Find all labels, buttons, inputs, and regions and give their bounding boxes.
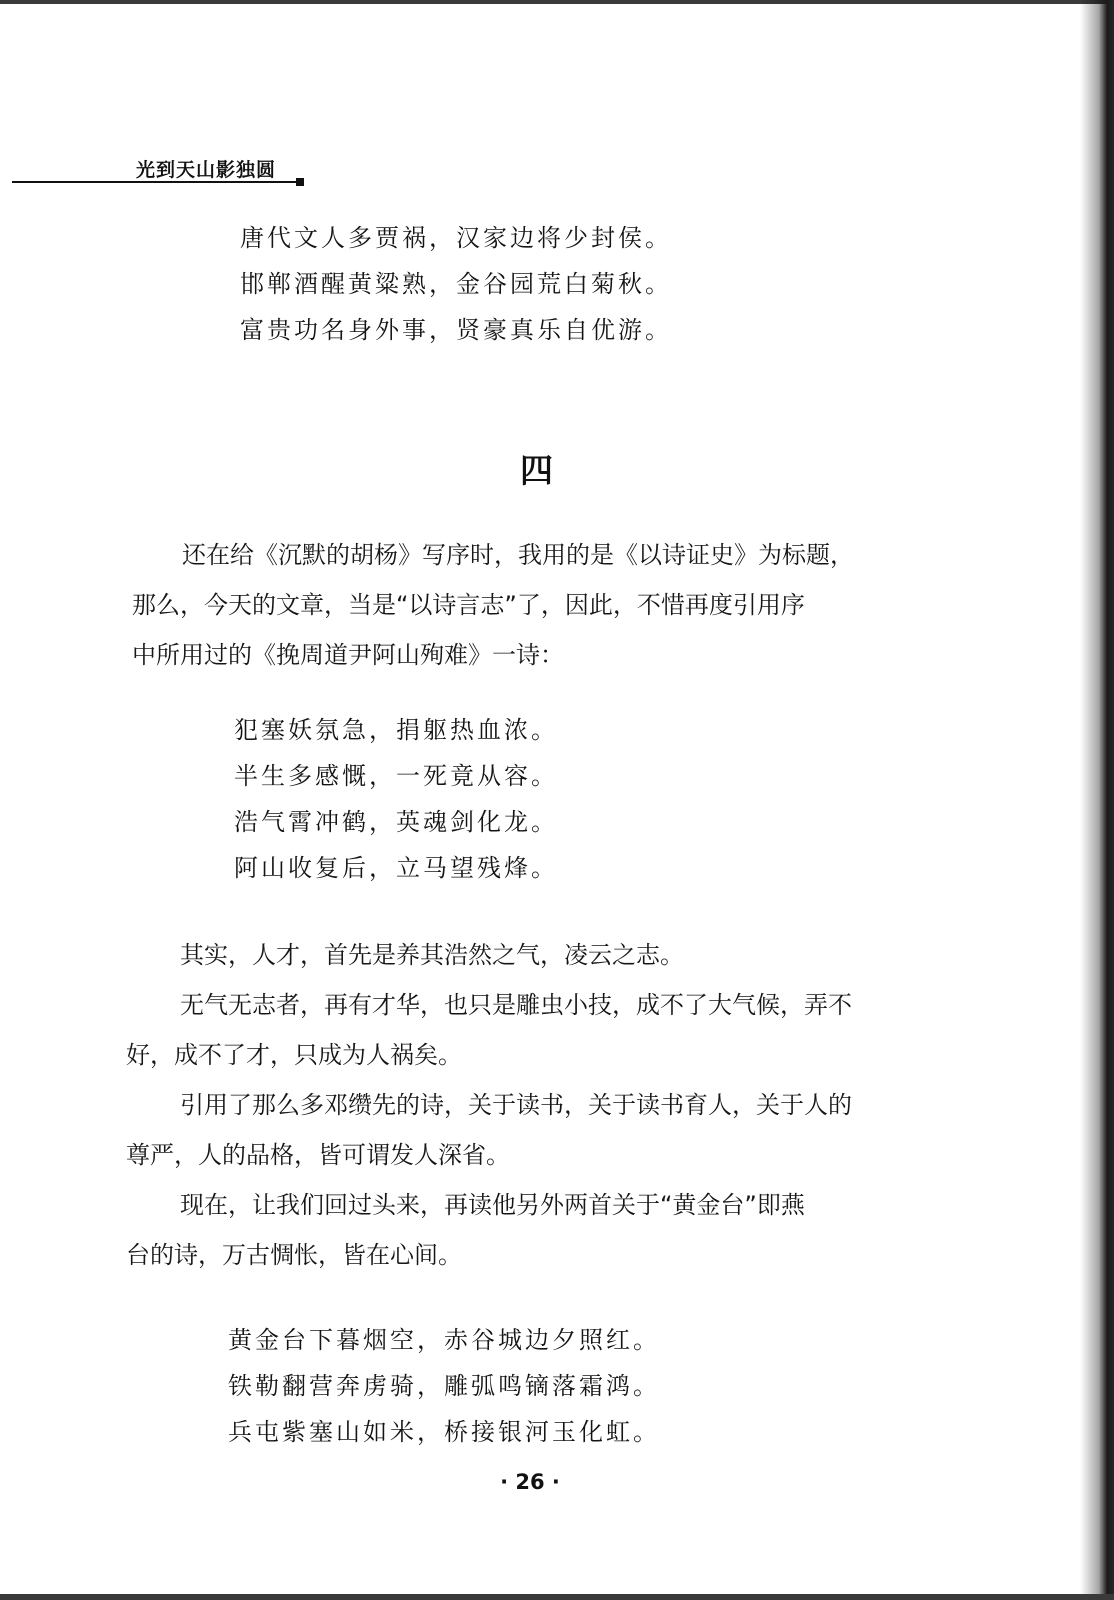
poem-line: 黄金台下暮烟空，赤谷城边夕照红。 — [228, 1326, 660, 1354]
paragraph-line: 其实，人才，首先是养其浩然之气，凌云之志。 — [180, 941, 684, 969]
paragraph-line: 好，成不了才，只成为人祸矣。 — [126, 1041, 462, 1069]
poem-line: 唐代文人多贾祸，汉家边将少封侯。 — [240, 224, 672, 252]
paragraph-line: 中所用过的《挽周道尹阿山殉难》一诗： — [132, 641, 564, 669]
scan-bottom-edge — [0, 1594, 1114, 1600]
paragraph-line: 引用了那么多邓缵先的诗，关于读书，关于读书育人，关于人的 — [180, 1091, 852, 1119]
paragraph-line: 那么，今天的文章，当是“以诗言志”了，因此，不惜再度引用序 — [132, 591, 805, 619]
poem-line: 富贵功名身外事，贤豪真乐自优游。 — [240, 316, 672, 344]
paragraph-line: 还在给《沉默的胡杨》写序时，我用的是《以诗证史》为标题， — [182, 541, 854, 569]
poem-line: 铁勒翻营奔虏骑，雕弧鸣镝落霜鸿。 — [228, 1372, 660, 1400]
header-rule — [12, 181, 298, 183]
poem-line: 阿山收复后，立马望残烽。 — [234, 854, 558, 882]
scan-binding-shadow — [1080, 0, 1114, 1600]
page-number: · 26 · — [500, 1470, 560, 1494]
poem-line: 犯塞妖氛急，捐躯热血浓。 — [234, 716, 558, 744]
paragraph-line: 尊严，人的品格，皆可谓发人深省。 — [126, 1141, 510, 1169]
running-header-title: 光到天山影独圆 — [136, 159, 277, 181]
paragraph-line: 无气无志者，再有才华，也只是雕虫小技，成不了大气候，弄不 — [180, 991, 852, 1019]
poem-line: 半生多感慨，一死竟从容。 — [234, 762, 558, 790]
poem-line: 浩气霄冲鹤，英魂剑化龙。 — [234, 808, 558, 836]
scan-top-edge — [0, 0, 1114, 4]
header-square-mark — [296, 178, 304, 186]
paragraph-line: 现在，让我们回过头来，再读他另外两首关于“黄金台”即燕 — [180, 1191, 805, 1219]
poem-line: 兵屯紫塞山如米，桥接银河玉化虹。 — [228, 1418, 660, 1446]
poem-line: 邯郸酒醒黄粱熟，金谷园荒白菊秋。 — [240, 270, 672, 298]
section-number-heading: 四 — [520, 451, 553, 490]
paragraph-line: 台的诗，万古惆怅，皆在心间。 — [126, 1241, 462, 1269]
